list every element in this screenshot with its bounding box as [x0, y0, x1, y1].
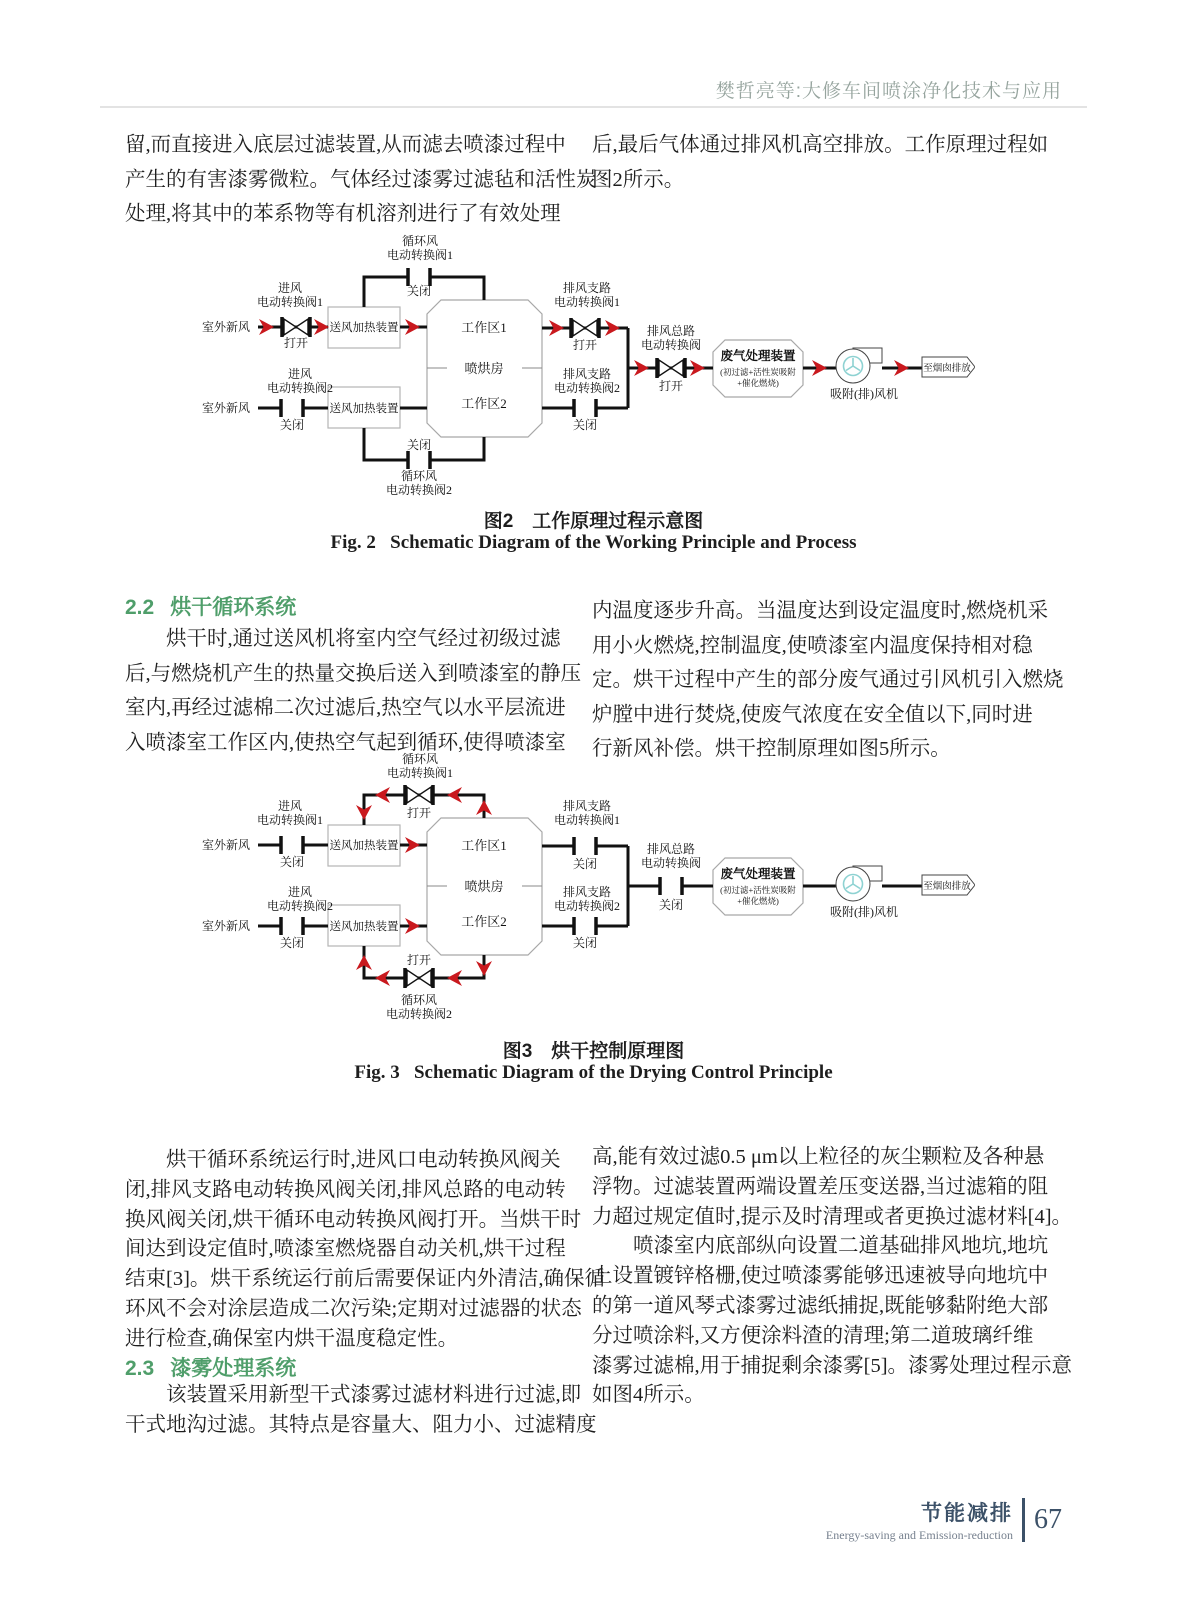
text-line: 喷漆室内底部纵向设置二道基础排风地坑,地坑 — [592, 1235, 1049, 1258]
label-exhaust-branch2-state: 关闭 — [572, 936, 598, 950]
text-line: 室内,再经过滤棉二次过滤后,热空气以水平层流进 — [125, 697, 566, 720]
text-line: 环风不会对涂层造成二次污染;定期对过滤器的状态 — [125, 1297, 582, 1320]
label-circ-valve1-state: 打开 — [406, 806, 432, 820]
label-exhaust-branch2-l1: 排风支路 — [562, 885, 612, 899]
label-exhaust-branch1-l1: 排风支路 — [562, 281, 612, 295]
label-heater-2: 送风加热装置 — [329, 921, 399, 933]
text-line: 行新风补偿。烘干控制原理如图5所示。 — [592, 738, 951, 761]
label-intake-valve2-state: 关闭 — [279, 936, 305, 950]
label-circ-valve1-l2: 电动转换阀1 — [386, 766, 454, 780]
label-circ-valve2-l2: 电动转换阀2 — [385, 483, 453, 497]
section-2-2-number: 2.2 — [125, 596, 155, 619]
paragraph-top-left — [125, 128, 597, 232]
label-exhaust-branch2-l2: 电动转换阀2 — [553, 381, 621, 395]
label-chimney: 至烟囱排放 — [923, 364, 971, 374]
text-line: 力超过规定值时,提示及时清理或者更换过滤材料[4]。 — [592, 1205, 1073, 1228]
label-circ-valve1-state: 关闭 — [406, 284, 432, 298]
fig2-caption-en: Fig. 2 Schematic Diagram of the Working Principle and Process — [330, 532, 857, 553]
break-gap — [407, 454, 431, 466]
label-intake-valve1-l1: 进风 — [277, 799, 303, 813]
label-chimney: 至烟囱排放 — [923, 882, 971, 892]
label-exhaust-branch2-l2: 电动转换阀2 — [553, 899, 621, 913]
label-work-zone-1: 工作区1 — [461, 838, 507, 853]
label-fresh-air-1: 室外新风 — [201, 838, 251, 852]
valve-open-circulation2-icon — [405, 968, 433, 988]
label-circ-valve2-l1: 循环风 — [400, 469, 438, 483]
text-line: 高,能有效过滤0.5 μm以上粒径的灰尘颗粒及各种悬 — [592, 1146, 1045, 1168]
label-circ-valve1-l1: 循环风 — [401, 234, 439, 248]
break-gap — [573, 402, 597, 414]
label-main-exhaust-l1: 排风总路 — [646, 842, 696, 856]
text-line: 进行检查,确保室内烘干温度稳定性。 — [125, 1327, 459, 1350]
text-line: 图2所示。 — [592, 168, 685, 191]
label-main-exhaust-l1: 排风总路 — [646, 324, 696, 338]
break-gap — [573, 920, 597, 932]
label-work-zone-2: 工作区2 — [461, 396, 507, 411]
text-line: 入喷漆室工作区内,使热空气起到循环,使得喷漆室 — [125, 731, 566, 754]
label-heater-1: 送风加热装置 — [329, 322, 399, 334]
text-line: 上设置镀锌格栅,使过喷漆雾能够迅速被导向地坑中 — [592, 1265, 1049, 1288]
label-circ-valve2-l2: 电动转换阀2 — [385, 1007, 453, 1021]
paragraph-sec22-left — [125, 622, 585, 760]
label-main-exhaust-l2: 电动转换阀 — [640, 338, 702, 352]
label-intake-valve1-state: 关闭 — [279, 855, 305, 869]
label-work-zone-1: 工作区1 — [461, 320, 507, 335]
label-circ-valve2-state: 关闭 — [406, 438, 432, 452]
label-spray-booth: 喷烘房 — [464, 879, 504, 894]
journal-name-block — [826, 1497, 1013, 1543]
paragraph-sec23-left — [125, 1146, 606, 1355]
section-2-2-title: 烘干循环系统 — [170, 596, 297, 619]
text-line: 结束[3]。烘干系统运行前后需要保证内外清洁,确保循 — [125, 1268, 606, 1291]
page-number: 67 — [1034, 1504, 1062, 1535]
text-line: 间达到设定值时,喷漆室燃烧器自动关机,烘干过程 — [125, 1238, 566, 1261]
journal-name-cn: 节能减排 — [921, 1502, 1013, 1525]
running-head: 樊哲亮等:大修车间喷涂净化技术与应用 — [715, 81, 1062, 102]
paragraph-sec22-right — [592, 594, 1064, 767]
label-treatment-title: 废气处理装置 — [720, 349, 796, 363]
fig3-caption-cn: 图3 烘干控制原理图 — [502, 1041, 685, 1062]
label-exhaust-branch1-state: 关闭 — [572, 857, 598, 871]
label-intake-valve1-l1: 进风 — [277, 281, 303, 295]
label-fresh-air-1: 室外新风 — [201, 320, 251, 334]
section-2-3-heading — [125, 1352, 296, 1382]
section-2-3-number: 2.3 — [125, 1357, 155, 1380]
text-line: 产生的有害漆雾微粒。气体经过漆雾过滤毡和活性炭 — [125, 168, 597, 191]
label-intake-valve2-l1: 进风 — [287, 885, 313, 899]
text-line: 干式地沟过滤。其特点是容量大、阻力小、过滤精度 — [125, 1413, 597, 1436]
footer-divider — [1022, 1498, 1025, 1542]
journal-name-en: Energy-saving and Emission-reduction — [825, 1528, 1013, 1542]
label-fan: 吸附(排)风机 — [830, 905, 898, 919]
label-exhaust-branch1-l1: 排风支路 — [562, 799, 612, 813]
label-spray-booth: 喷烘房 — [464, 361, 504, 376]
label-treatment-sub2: +催化燃烧) — [737, 896, 779, 906]
paragraph-sec23-left2 — [125, 1381, 597, 1441]
text-line: 处理,将其中的苯系物等有机溶剂进行了有效处理 — [125, 203, 561, 226]
label-intake-valve2-l2: 电动转换阀2 — [266, 899, 334, 913]
label-exhaust-branch1-l2: 电动转换阀1 — [553, 813, 621, 827]
label-intake-valve1-state: 打开 — [283, 336, 309, 350]
footer — [760, 1497, 1062, 1543]
text-line: 闭,排风支路电动转换风阀关闭,排风总路的电动转 — [125, 1178, 566, 1201]
text-line: 炉膛中进行焚烧,使废气浓度在安全值以下,同时进 — [592, 703, 1033, 726]
text-line: 如图4所示。 — [592, 1384, 705, 1407]
text-line: 的第一道风琴式漆雾过滤纸捕捉,既能够黏附绝大部 — [592, 1294, 1049, 1317]
label-exhaust-branch1-l2: 电动转换阀1 — [553, 295, 621, 309]
valve-open-main-exhaust-icon — [657, 358, 685, 378]
label-treatment-sub1: (初过滤+活性炭吸附 — [720, 885, 796, 895]
header-rule — [100, 106, 1087, 108]
fan-icon — [836, 866, 882, 901]
break-gap — [280, 839, 304, 851]
text-line: 后,最后气体通过排风机高空排放。工作原理过程如 — [592, 134, 1049, 156]
label-intake-valve1-l2: 电动转换阀1 — [256, 813, 324, 827]
label-main-exhaust-state: 打开 — [658, 379, 684, 393]
label-fresh-air-2: 室外新风 — [201, 919, 251, 933]
label-intake-valve2-l1: 进风 — [287, 367, 313, 381]
valve-open-circulation1-icon — [405, 785, 433, 805]
label-circ-valve1-l2: 电动转换阀1 — [386, 248, 454, 262]
section-2-3-title: 漆雾处理系统 — [170, 1357, 297, 1380]
label-main-exhaust-state: 关闭 — [658, 898, 684, 912]
label-heater-2: 送风加热装置 — [329, 403, 399, 415]
break-gap — [407, 271, 431, 283]
fan-icon — [836, 348, 882, 383]
label-treatment-sub1: (初过滤+活性炭吸附 — [720, 367, 796, 377]
text-line: 该装置采用新型干式漆雾过滤材料进行过滤,即 — [125, 1384, 582, 1406]
paragraph-sec23-right — [592, 1143, 1073, 1411]
fig3-diagram — [185, 746, 975, 1028]
label-intake-valve2-l2: 电动转换阀2 — [266, 381, 334, 395]
section-2-2-heading — [125, 591, 296, 621]
text-line: 分过喷涂料,又方便涂料渣的清理;第二道玻璃纤维 — [592, 1324, 1034, 1347]
label-fan: 吸附(排)风机 — [830, 387, 898, 401]
label-circ-valve2-state: 打开 — [406, 953, 432, 967]
break-gap — [659, 880, 683, 892]
fig2-diagram — [185, 228, 975, 500]
text-line: 定。烘干过程中产生的部分废气通过引风机引入燃烧 — [592, 669, 1064, 692]
label-fresh-air-2: 室外新风 — [201, 401, 251, 415]
break-gap — [280, 402, 304, 414]
label-exhaust-branch1-state: 打开 — [572, 338, 598, 352]
fig2-caption-cn: 图2 工作原理过程示意图 — [483, 511, 704, 532]
label-circ-valve2-l1: 循环风 — [400, 993, 438, 1007]
text-line: 内温度逐步升高。当温度达到设定温度时,燃烧机采 — [592, 600, 1049, 622]
text-line: 漆雾过滤棉,用于捕捉剩余漆雾[5]。漆雾处理过程示意 — [592, 1354, 1073, 1377]
label-treatment-sub2: +催化燃烧) — [737, 378, 779, 388]
text-line: 浮物。过滤装置两端设置差压变送器,当过滤箱的阻 — [592, 1175, 1049, 1198]
text-line: 烘干循环系统运行时,进风口电动转换风阀关 — [125, 1149, 561, 1171]
label-exhaust-branch2-l1: 排风支路 — [562, 367, 612, 381]
break-gap — [573, 840, 597, 852]
label-heater-1: 送风加热装置 — [329, 840, 399, 852]
label-intake-valve2-state: 关闭 — [279, 418, 305, 432]
label-treatment-title: 废气处理装置 — [720, 867, 796, 881]
fig3-caption-en: Fig. 3 Schematic Diagram of the Drying Control Principle — [354, 1062, 833, 1083]
text-line: 烘干时,通过送风机将室内空气经过初级过滤 — [125, 628, 561, 650]
paragraph-top-right — [592, 128, 1064, 197]
label-work-zone-2: 工作区2 — [461, 914, 507, 929]
text-line: 换风阀关闭,烘干循环电动转换风阀打开。当烘干时 — [125, 1208, 582, 1231]
text-line: 后,与燃烧机产生的热量交换后送入到喷漆室的静压 — [125, 662, 582, 685]
break-gap — [280, 920, 304, 932]
text-line: 留,而直接进入底层过滤装置,从而滤去喷漆过程中 — [125, 134, 566, 156]
valve-open-intake1-icon — [282, 317, 310, 337]
valve-open-exhaust1-icon — [571, 318, 599, 338]
label-exhaust-branch2-state: 关闭 — [572, 418, 598, 432]
label-intake-valve1-l2: 电动转换阀1 — [256, 295, 324, 309]
label-circ-valve1-l1: 循环风 — [401, 752, 439, 766]
label-main-exhaust-l2: 电动转换阀 — [640, 856, 702, 870]
text-line: 用小火燃烧,控制温度,使喷漆室内温度保持相对稳 — [592, 634, 1033, 657]
